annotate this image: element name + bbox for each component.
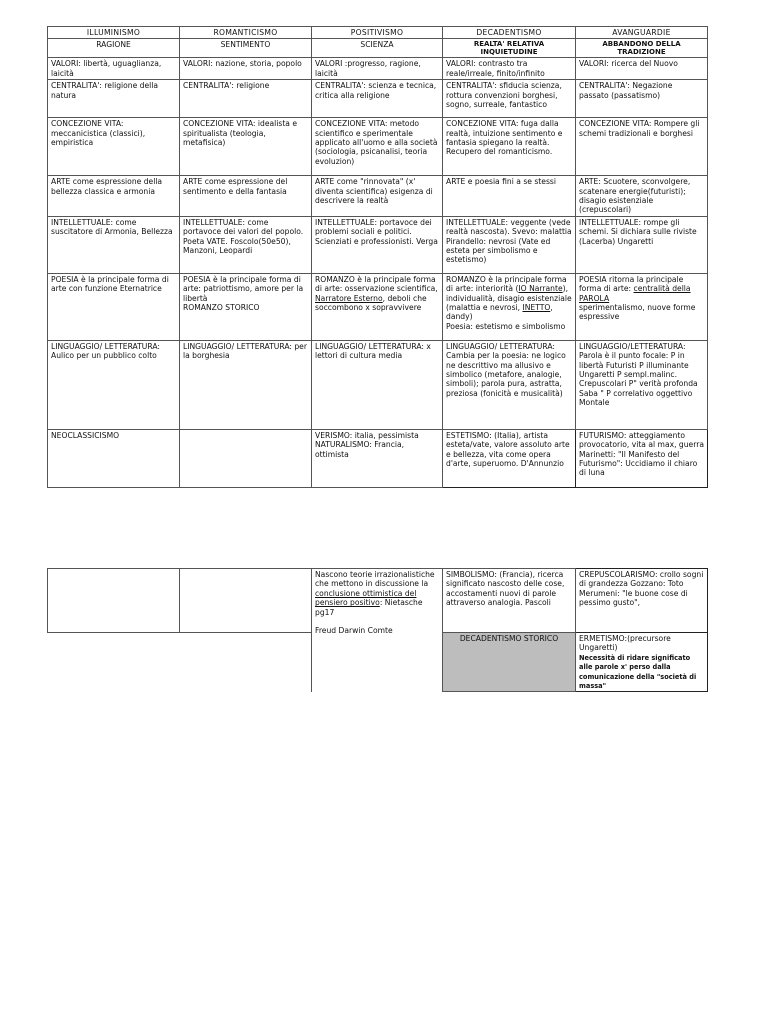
- cell-arte-illuminismo: ARTE come espressione della bellezza classica e armonia: [48, 176, 180, 217]
- romanzo-positivismo-text: ROMANZO è la principale forma di arte: osservazione scientifica,: [315, 274, 438, 294]
- cell-linguaggio-decadentismo: LINGUAGGIO/ LETTERATURA: Cambia per la poesia: ne logico ne descrittivo ma allusivo e simbolico (metafore, analogie, simboli); parola pura, astratta, preziosa (fonicità e musicalità): [443, 340, 576, 429]
- cell-concezione-romanticismo: CONCEZIONE VITA: idealista e spiritualista (teologia, metafisica): [180, 118, 312, 176]
- cell-arte-decadentismo: ARTE e poesia fini a se stessi: [443, 176, 576, 217]
- header-decadentismo: DECADENTISMO: [443, 27, 576, 39]
- cell-arte-romanticismo: ARTE come espressione del sentimento e della fantasia: [180, 176, 312, 217]
- cell-ermetismo: [576, 633, 708, 692]
- cell-linguaggio-positivismo: LINGUAGGIO/ LETTERATURA: x lettori di cultura media: [312, 340, 443, 429]
- subheader-scienza: SCIENZA: [312, 39, 443, 58]
- io-narrante-text: IO Narrante: [518, 284, 563, 294]
- table-row-centralita: [48, 80, 708, 118]
- conclusione-ottimistica-text: conclusione ottimistica del pensiero positivo: [315, 588, 417, 608]
- romanzo-decadentismo-text: ROMANZO è la principale forma di arte: interiorità (: [446, 274, 567, 294]
- poesia-romanticismo-text: POESIA è la principale forma di arte: patriottismo, amore per la libertà: [183, 274, 304, 303]
- subheader-ragione: RAGIONE: [48, 39, 180, 58]
- bottom-cell-blank-2: [180, 633, 312, 692]
- cell-centralita-romanticismo: CENTRALITA': religione: [180, 80, 312, 118]
- cell-intellettuale-decadentismo: INTELLETTUALE: veggente (vede realtà nascosta). Svevo: malattia Pirandello: nevrosi (Vate ed esteta per simbolismo e estetismo): [443, 216, 576, 273]
- romanzo-positivismo-tail: , deboli che soccombono x sopravvivere: [315, 293, 427, 313]
- header-row: [48, 27, 708, 39]
- cell-poesia-positivismo: [312, 273, 443, 340]
- cell-linguaggio-illuminismo: LINGUAGGIO/ LETTERATURA: Aulico per un pubblico colto: [48, 340, 180, 429]
- cell-concezione-illuminismo: CONCEZIONE VITA: meccanicistica (classici), empiristica: [48, 118, 180, 176]
- romanzo-decadentismo-mid: ), individualità, disagio esistenziale (malattia e nevrosi,: [446, 284, 572, 313]
- cell-decadentismo-storico: DECADENTISMO STORICO: [443, 633, 576, 692]
- cell-poesia-avanguardie: [576, 273, 708, 340]
- bottom-cell-empty-1: [48, 569, 180, 633]
- cell-valori-illuminismo: VALORI: libertà, uguaglianza, laicità: [48, 58, 180, 80]
- cell-linguaggio-avanguardie: LINGUAGGIO/LETTERATURA: Parola è il punto focale: P in libertà Futuristi P illuminante Ungaretti P sempl.malinc. Crepuscolari P" verità profonda Saba " P correlativo oggettivo Montale: [576, 340, 708, 429]
- header-romanticismo: ROMANTICISMO: [180, 27, 312, 39]
- subheader-row: [48, 39, 708, 58]
- cell-intellettuale-romanticismo: INTELLETTUALE: come portavoce dei valori del popolo. Poeta VATE. Foscolo(50e50), Manzoni, Leopardi: [180, 216, 312, 273]
- nietzsche-text: : Nietasche pg17: [315, 598, 423, 617]
- cell-teorie-irrazionalistiche: [312, 569, 443, 692]
- romanzo-decadentismo-tail: , dandy): [446, 303, 553, 322]
- cell-neoclassicismo: NEOCLASSICISMO: [48, 429, 180, 487]
- table-row-intellettuale: [48, 216, 708, 273]
- bottom-row-1: [48, 569, 708, 633]
- poesia-avanguardie-text: POESIA ritorna la principale forma di arte:: [579, 274, 684, 294]
- subheader-realta: REALTA' RELATIVA INQUIETUDINE: [443, 39, 576, 58]
- narratore-esterno-text: Narratore Esterno: [315, 293, 383, 303]
- cell-verismo: VERISMO: italia, pessimista NATURALISMO: Francia, ottimista: [312, 429, 443, 487]
- cell-centralita-decadentismo: CENTRALITA': sfiducia scienza, rottura convenzioni borghesi, sogno, surreale, fantastico: [443, 80, 576, 118]
- cell-poesia-illuminismo: POESIA è la principale forma di arte con funzione Eternatrice: [48, 273, 180, 340]
- cell-concezione-positivismo: CONCEZIONE VITA: metodo scientifico e sperimentale applicato all'uomo e alla società (sociologia, psicanalisi, teoria evoluzion): [312, 118, 443, 176]
- cell-poesia-romanticismo: [180, 273, 312, 340]
- cell-intellettuale-avanguardie: INTELLETTUALE: rompe gli schemi. Si dichiara sulle riviste (Lacerba) Ungaretti: [576, 216, 708, 273]
- ermetismo-note: Necessità di ridare significato alle parole x' perso dalla comunicazione della "società di massa": [579, 653, 697, 691]
- cell-futurismo: FUTURISMO: atteggiamento provocatorio, vita al max, guerra Marinetti: "Il Manifesto del Futurismo": Uccidiamo il chiaro di luna: [576, 429, 708, 487]
- table-row-poesia: [48, 273, 708, 340]
- header-positivismo: POSITIVISMO: [312, 27, 443, 39]
- freud-darwin-comte-text: Freud Darwin Comte: [315, 626, 393, 636]
- header-illuminismo: ILLUMINISMO: [48, 27, 180, 39]
- cell-crepuscolarismo: CREPUSCOLARISMO: crollo sogni di grandezza Gozzano: Toto Merumeni: "le buone cose di pessimo gusto",: [576, 569, 708, 633]
- summary-table: [47, 26, 708, 488]
- bottom-cell-blank-1: [48, 633, 180, 692]
- cell-intellettuale-positivismo: INTELLETTUALE: portavoce dei problemi sociali e politici. Scienziati e professionisti. Verga: [312, 216, 443, 273]
- cell-centralita-illuminismo: CENTRALITA': religione della natura: [48, 80, 180, 118]
- cell-arte-avanguardie: ARTE: Scuotere, sconvolgere, scatenare energie(futuristi); disagio esistenziale (crepuscolari): [576, 176, 708, 217]
- centralita-parola-text: centralità della PAROLA: [579, 284, 691, 303]
- bottom-table: [47, 568, 708, 692]
- cell-simbolismo: SIMBOLISMO: (Francia), ricerca significato nascosto delle cose, accostamenti nuovi di parole attraverso analogia. Pascoli: [443, 569, 576, 633]
- cell-valori-decadentismo: VALORI: contrasto tra reale/irreale, finito/infinito: [443, 58, 576, 80]
- cell-centralita-positivismo: CENTRALITA': scienza e tecnica, critica alla religione: [312, 80, 443, 118]
- cell-valori-romanticismo: VALORI: nazione, storia, popolo: [180, 58, 312, 80]
- cell-concezione-avanguardie: CONCEZIONE VITA: Rompere gli schemi tradizionali e borghesi: [576, 118, 708, 176]
- sperimentalismo-text: sperimentalismo, nuove forme espressive: [579, 303, 696, 322]
- subheader-abbandono: ABBANDONO DELLA TRADIZIONE: [576, 39, 708, 58]
- table-row-valori: [48, 58, 708, 80]
- cell-linguaggio-romanticismo: LINGUAGGIO/ LETTERATURA: per la borghesia: [180, 340, 312, 429]
- cell-intellettuale-illuminismo: INTELLETTUALE: come suscitatore di Armonia, Bellezza: [48, 216, 180, 273]
- teorie-text: Nascono teorie irrazionalistiche che mettono in discussione la: [315, 570, 435, 589]
- bottom-cell-empty-2: [180, 569, 312, 633]
- table-row-linguaggio: [48, 340, 708, 429]
- subheader-sentimento: SENTIMENTO: [180, 39, 312, 58]
- table-row-concezione: [48, 118, 708, 176]
- cell-arte-positivismo: ARTE come "rinnovata" (x' diventa scientifica) esigenza di descrivere la realtà: [312, 176, 443, 217]
- poesia-decadentismo-text: Poesia: estetismo e simbolismo: [446, 321, 566, 331]
- cell-concezione-decadentismo: CONCEZIONE VITA: fuga dalla realtà, intuizione sentimento e fantasia spiegano la realtà. Recupero del romanticismo.: [443, 118, 576, 176]
- cell-valori-positivismo: VALORI :progresso, ragione, laicità: [312, 58, 443, 80]
- cell-valori-avanguardie: VALORI: ricerca del Nuovo: [576, 58, 708, 80]
- table-row-arte: [48, 176, 708, 217]
- romanzo-storico-text: ROMANZO STORICO: [183, 303, 260, 313]
- header-avanguardie: AVANGUARDIE: [576, 27, 708, 39]
- inetto-text: INETTO: [522, 303, 551, 313]
- cell-movimenti-empty: [180, 429, 312, 487]
- ermetismo-title: ERMETISMO:(precursore Ungaretti): [579, 634, 671, 653]
- table-row-movimenti: [48, 429, 708, 487]
- cell-estetismo: ESTETISMO: (Italia), artista esteta/vate, valore assoluto arte e bellezza, vita come opera d'arte, superuomo. D'Annunzio: [443, 429, 576, 487]
- cell-poesia-decadentismo: [443, 273, 576, 340]
- cell-centralita-avanguardie: CENTRALITA': Negazione passato (passatismo): [576, 80, 708, 118]
